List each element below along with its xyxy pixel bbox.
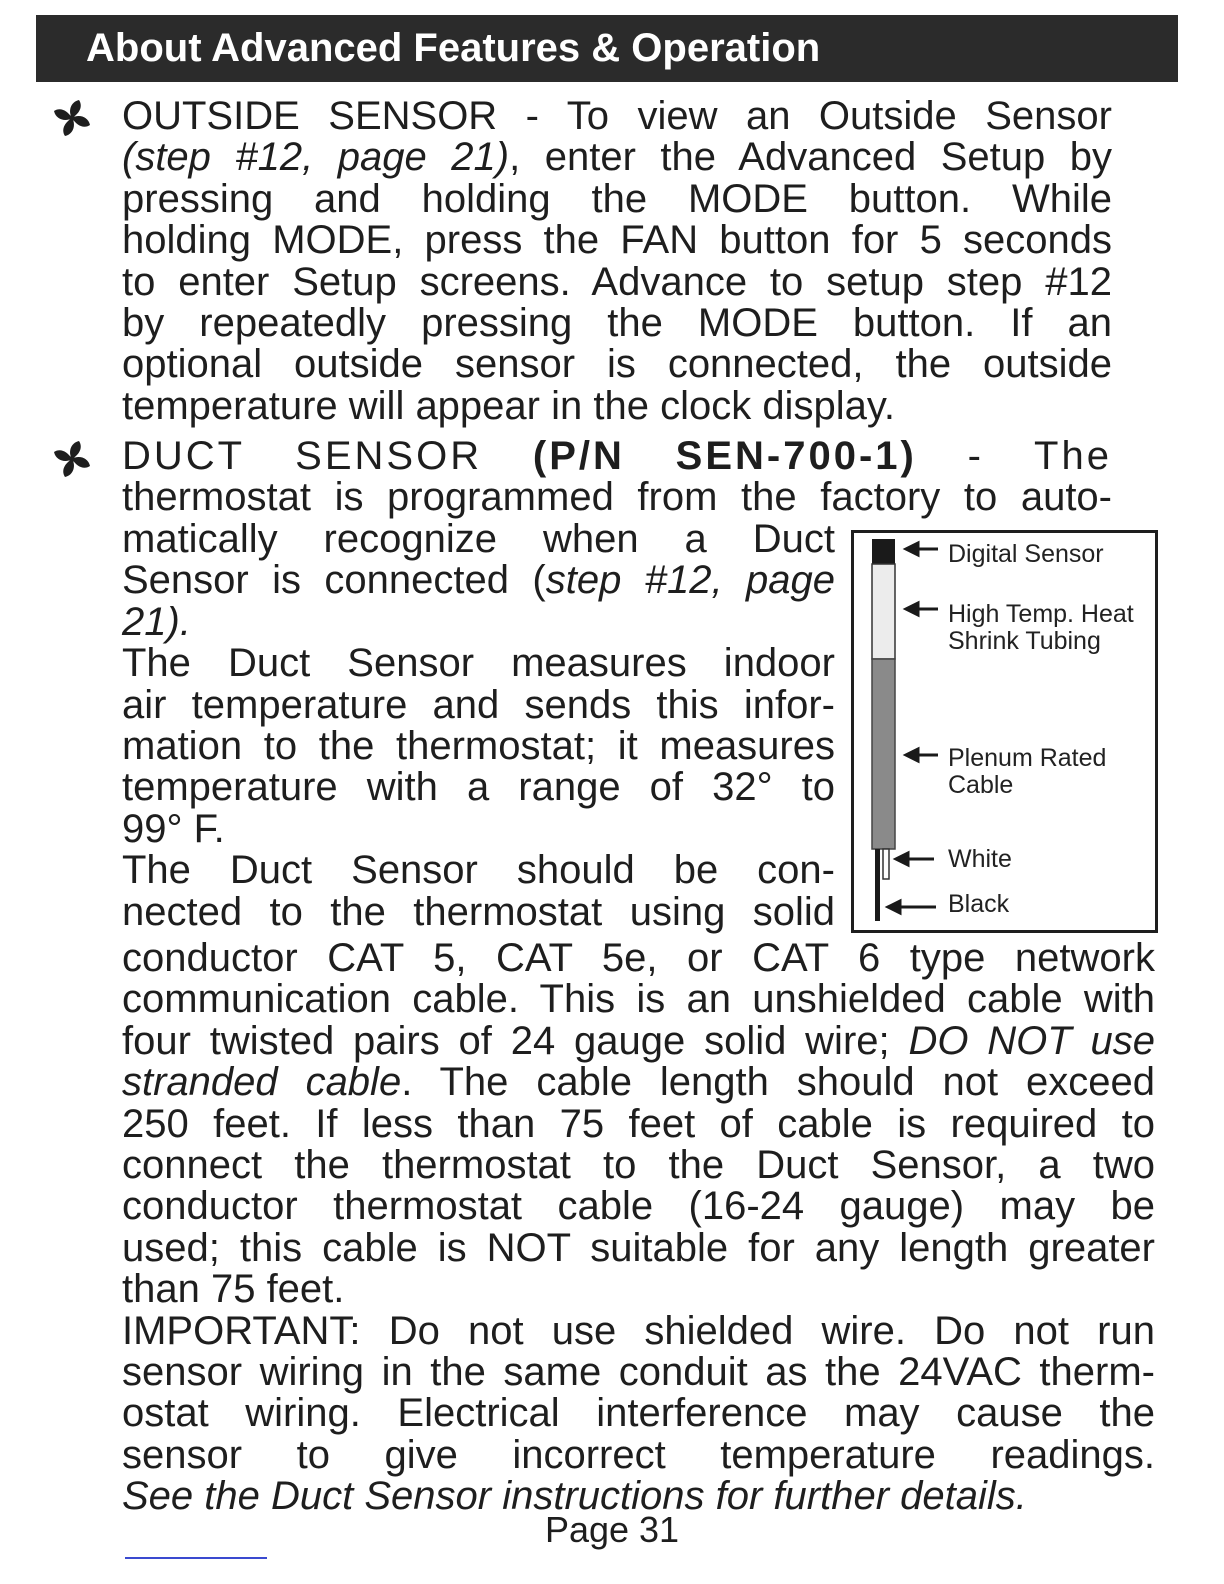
text-line: 250 feet. If less than 75 feet of cable is required to bbox=[122, 1101, 1155, 1146]
section-title: About Advanced Features & Operation bbox=[86, 26, 821, 70]
text-line: holding MODE, press the FAN button for 5 seconds bbox=[122, 218, 1112, 263]
text-line: optional outside sensor is connected, the outside bbox=[122, 342, 1112, 387]
text-line: (step #12, page 21), enter the Advanced Setup by bbox=[122, 135, 1112, 180]
diagram-label-black-wire: Black bbox=[948, 890, 1010, 918]
section-header bbox=[36, 15, 1178, 82]
text-line: temperature with a range of 32° to bbox=[122, 765, 835, 810]
diagram-label-digital-sensor: Digital Sensor bbox=[948, 540, 1104, 568]
text-line: The Duct Sensor measures indoor bbox=[122, 641, 835, 686]
text-line: sensor wiring in the same conduit as the 24VAC therm- bbox=[122, 1350, 1155, 1395]
fan-bullet-icon bbox=[50, 96, 94, 140]
diagram-label-white-wire: White bbox=[948, 845, 1012, 873]
text-line: matically recognize when a Duct bbox=[122, 517, 835, 561]
outside-sensor-paragraph bbox=[122, 96, 1112, 427]
text-line: The Duct Sensor should be con- bbox=[122, 848, 835, 893]
duct-sensor-side-text bbox=[122, 519, 835, 933]
text-line: conductor CAT 5, CAT 5e, or CAT 6 type network bbox=[122, 936, 1155, 980]
text-line: communication cable. This is an unshielded cable with bbox=[122, 977, 1155, 1022]
text-line: used; this cable is NOT suitable for any length greater bbox=[122, 1225, 1155, 1270]
text-line: ostat wiring. Electrical interference may cause the bbox=[122, 1391, 1155, 1436]
text-line: air temperature and sends this infor- bbox=[122, 682, 835, 727]
important-line: IMPORTANT: Do not use shielded wire. Do not run bbox=[122, 1308, 1155, 1353]
text-line: stranded cable. The cable length should not exceed bbox=[122, 1060, 1155, 1105]
text-line: OUTSIDE SENSOR - To view an Outside Sensor bbox=[122, 94, 1112, 138]
text-line: 99° F. bbox=[122, 806, 225, 851]
fan-bullet-icon bbox=[50, 437, 94, 481]
text-line: than 75 feet. bbox=[122, 1267, 345, 1312]
duct-sensor-diagram bbox=[851, 530, 1158, 933]
text-line: sensor to give incorrect temperature readings. bbox=[122, 1432, 1155, 1477]
text-line: 21). bbox=[122, 599, 191, 644]
text-line: See the Duct Sensor instructions for further details. bbox=[122, 1474, 1027, 1519]
diagram-label-heat-shrink: High Temp. Heat Shrink Tubing bbox=[948, 600, 1134, 655]
diagram-label-plenum-cable: Plenum Rated Cable bbox=[948, 744, 1107, 799]
duct-sensor-intro bbox=[122, 436, 1112, 519]
footer-rule bbox=[125, 1557, 267, 1559]
text-line: pressing and holding the MODE button. While bbox=[122, 176, 1112, 221]
text-line: Sensor is connected (step #12, page bbox=[122, 558, 835, 603]
text-line: mation to the thermostat; it measures bbox=[122, 724, 835, 769]
text-line: conductor thermostat cable (16-24 gauge) may be bbox=[122, 1184, 1155, 1229]
duct-sensor-title-line: DUCT SENSOR (P/N SEN-700-1) - The bbox=[122, 434, 1112, 478]
text-line: nected to the thermostat using solid bbox=[122, 889, 835, 934]
text-line: by repeatedly pressing the MODE button. If an bbox=[122, 301, 1112, 346]
duct-sensor-cable-text bbox=[122, 938, 1155, 1518]
page-number: Page 31 bbox=[544, 1509, 680, 1550]
text-line: thermostat is programmed from the factory to auto- bbox=[122, 475, 1112, 520]
text-line: temperature will appear in the clock display. bbox=[122, 383, 895, 428]
text-line: four twisted pairs of 24 gauge solid wire; DO NOT use bbox=[122, 1018, 1155, 1063]
text-line: connect the thermostat to the Duct Sensor, a two bbox=[122, 1143, 1155, 1188]
text-line: to enter Setup screens. Advance to setup step #12 bbox=[122, 259, 1112, 304]
